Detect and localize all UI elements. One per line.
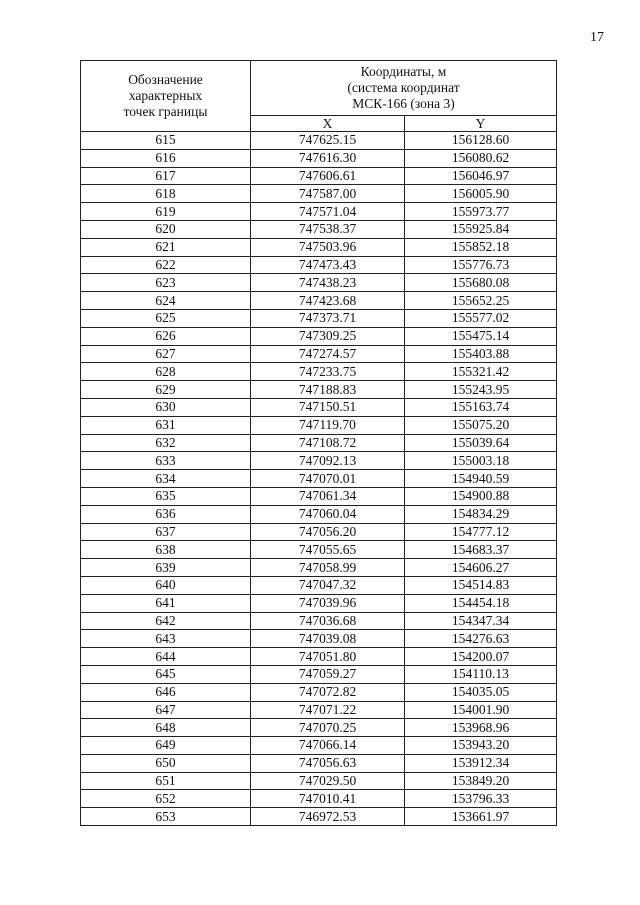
x-coordinate-cell: 746972.53 bbox=[251, 808, 405, 826]
point-cell: 645 bbox=[81, 665, 251, 683]
y-coordinate-cell: 154606.27 bbox=[405, 559, 557, 577]
table-row bbox=[81, 737, 557, 755]
y-coordinate-cell: 155852.18 bbox=[405, 238, 557, 256]
point-cell: 621 bbox=[81, 238, 251, 256]
point-cell: 615 bbox=[81, 132, 251, 150]
table-row bbox=[81, 808, 557, 826]
point-cell: 629 bbox=[81, 381, 251, 399]
x-coordinate-cell: 747060.04 bbox=[251, 505, 405, 523]
table-row bbox=[81, 648, 557, 666]
table-row bbox=[81, 630, 557, 648]
point-cell: 642 bbox=[81, 612, 251, 630]
coordinates-column-header-label: Координаты, м (система координат МСК-166 (зона 3) bbox=[347, 64, 460, 112]
y-coordinate-cell: 154834.29 bbox=[405, 505, 557, 523]
y-coordinate-cell: 153912.34 bbox=[405, 754, 557, 772]
x-coordinate-cell: 747056.20 bbox=[251, 523, 405, 541]
point-cell: 641 bbox=[81, 594, 251, 612]
x-coordinate-cell: 747274.57 bbox=[251, 345, 405, 363]
table-row bbox=[81, 398, 557, 416]
y-coordinate-cell: 153661.97 bbox=[405, 808, 557, 826]
point-cell: 633 bbox=[81, 452, 251, 470]
point-cell: 646 bbox=[81, 683, 251, 701]
x-coordinate-cell: 747070.01 bbox=[251, 470, 405, 488]
table-row bbox=[81, 256, 557, 274]
table-row bbox=[81, 132, 557, 150]
x-coordinate-cell: 747039.96 bbox=[251, 594, 405, 612]
table-row bbox=[81, 576, 557, 594]
y-coordinate-cell: 155652.25 bbox=[405, 292, 557, 310]
y-coordinate-cell: 155577.02 bbox=[405, 309, 557, 327]
y-coordinate-cell: 154200.07 bbox=[405, 648, 557, 666]
x-coordinate-cell: 747616.30 bbox=[251, 149, 405, 167]
point-cell: 625 bbox=[81, 309, 251, 327]
point-cell: 619 bbox=[81, 203, 251, 221]
table-row bbox=[81, 594, 557, 612]
point-cell: 637 bbox=[81, 523, 251, 541]
point-cell: 634 bbox=[81, 470, 251, 488]
y-coordinate-cell: 153968.96 bbox=[405, 719, 557, 737]
x-coordinate-cell: 747036.68 bbox=[251, 612, 405, 630]
table-row bbox=[81, 701, 557, 719]
point-cell: 626 bbox=[81, 327, 251, 345]
point-cell: 649 bbox=[81, 737, 251, 755]
point-cell: 644 bbox=[81, 648, 251, 666]
y-coordinate-cell: 154940.59 bbox=[405, 470, 557, 488]
x-coordinate-cell: 747029.50 bbox=[251, 772, 405, 790]
table-row bbox=[81, 416, 557, 434]
table-row bbox=[81, 149, 557, 167]
x-coordinate-cell: 747056.63 bbox=[251, 754, 405, 772]
table-row bbox=[81, 790, 557, 808]
x-coordinate-cell: 747047.32 bbox=[251, 576, 405, 594]
coordinates-column-header bbox=[251, 61, 557, 116]
table-row bbox=[81, 274, 557, 292]
y-coordinate-cell: 155075.20 bbox=[405, 416, 557, 434]
x-coordinate-cell: 747503.96 bbox=[251, 238, 405, 256]
table-row bbox=[81, 559, 557, 577]
point-cell: 620 bbox=[81, 220, 251, 238]
y-coordinate-cell: 154276.63 bbox=[405, 630, 557, 648]
point-cell: 653 bbox=[81, 808, 251, 826]
x-coordinate-cell: 747473.43 bbox=[251, 256, 405, 274]
x-coordinate-cell: 747039.08 bbox=[251, 630, 405, 648]
y-coordinate-cell: 154900.88 bbox=[405, 487, 557, 505]
point-cell: 639 bbox=[81, 559, 251, 577]
point-cell: 632 bbox=[81, 434, 251, 452]
point-cell: 635 bbox=[81, 487, 251, 505]
coordinates-table bbox=[80, 60, 557, 826]
table-row bbox=[81, 327, 557, 345]
x-coordinate-cell: 747072.82 bbox=[251, 683, 405, 701]
table-row bbox=[81, 238, 557, 256]
point-cell: 640 bbox=[81, 576, 251, 594]
page-number: 17 bbox=[590, 30, 604, 45]
x-coordinate-cell: 747108.72 bbox=[251, 434, 405, 452]
x-coordinate-cell: 747571.04 bbox=[251, 203, 405, 221]
x-coordinate-cell: 747061.34 bbox=[251, 487, 405, 505]
table-row bbox=[81, 541, 557, 559]
point-cell: 624 bbox=[81, 292, 251, 310]
x-coordinate-cell: 747150.51 bbox=[251, 398, 405, 416]
table-row bbox=[81, 167, 557, 185]
y-column-header: Y bbox=[405, 116, 557, 132]
x-coordinate-cell: 747051.80 bbox=[251, 648, 405, 666]
y-coordinate-cell: 154683.37 bbox=[405, 541, 557, 559]
x-coordinate-cell: 747119.70 bbox=[251, 416, 405, 434]
table-row bbox=[81, 220, 557, 238]
y-coordinate-cell: 155925.84 bbox=[405, 220, 557, 238]
y-coordinate-cell: 155475.14 bbox=[405, 327, 557, 345]
x-coordinate-cell: 747188.83 bbox=[251, 381, 405, 399]
y-coordinate-cell: 156128.60 bbox=[405, 132, 557, 150]
table-row bbox=[81, 505, 557, 523]
point-cell: 627 bbox=[81, 345, 251, 363]
table-row bbox=[81, 772, 557, 790]
y-coordinate-cell: 154110.13 bbox=[405, 665, 557, 683]
x-coordinate-cell: 747055.65 bbox=[251, 541, 405, 559]
point-cell: 617 bbox=[81, 167, 251, 185]
point-cell: 643 bbox=[81, 630, 251, 648]
point-cell: 636 bbox=[81, 505, 251, 523]
x-coordinate-cell: 747373.71 bbox=[251, 309, 405, 327]
point-cell: 622 bbox=[81, 256, 251, 274]
point-cell: 616 bbox=[81, 149, 251, 167]
table-row bbox=[81, 185, 557, 203]
y-coordinate-cell: 154777.12 bbox=[405, 523, 557, 541]
x-coordinate-cell: 747538.37 bbox=[251, 220, 405, 238]
x-coordinate-cell: 747070.25 bbox=[251, 719, 405, 737]
point-cell: 647 bbox=[81, 701, 251, 719]
y-coordinate-cell: 154454.18 bbox=[405, 594, 557, 612]
x-coordinate-cell: 747066.14 bbox=[251, 737, 405, 755]
point-column-header bbox=[81, 61, 251, 132]
table-row bbox=[81, 345, 557, 363]
x-coordinate-cell: 747010.41 bbox=[251, 790, 405, 808]
y-coordinate-cell: 153849.20 bbox=[405, 772, 557, 790]
y-coordinate-cell: 153796.33 bbox=[405, 790, 557, 808]
table-row bbox=[81, 203, 557, 221]
table-row bbox=[81, 452, 557, 470]
x-coordinate-cell: 747233.75 bbox=[251, 363, 405, 381]
y-coordinate-cell: 155776.73 bbox=[405, 256, 557, 274]
y-coordinate-cell: 155973.77 bbox=[405, 203, 557, 221]
table-row bbox=[81, 292, 557, 310]
y-coordinate-cell: 153943.20 bbox=[405, 737, 557, 755]
table-row bbox=[81, 487, 557, 505]
y-coordinate-cell: 155003.18 bbox=[405, 452, 557, 470]
x-coordinate-cell: 747059.27 bbox=[251, 665, 405, 683]
point-cell: 652 bbox=[81, 790, 251, 808]
y-coordinate-cell: 154001.90 bbox=[405, 701, 557, 719]
point-cell: 628 bbox=[81, 363, 251, 381]
x-coordinate-cell: 747071.22 bbox=[251, 701, 405, 719]
x-coordinate-cell: 747423.68 bbox=[251, 292, 405, 310]
table-header bbox=[81, 61, 557, 132]
table-row bbox=[81, 363, 557, 381]
y-coordinate-cell: 155321.42 bbox=[405, 363, 557, 381]
table-row bbox=[81, 381, 557, 399]
y-coordinate-cell: 155680.08 bbox=[405, 274, 557, 292]
x-coordinate-cell: 747625.15 bbox=[251, 132, 405, 150]
x-coordinate-cell: 747309.25 bbox=[251, 327, 405, 345]
x-coordinate-cell: 747092.13 bbox=[251, 452, 405, 470]
y-coordinate-cell: 154035.05 bbox=[405, 683, 557, 701]
table-row bbox=[81, 665, 557, 683]
point-cell: 631 bbox=[81, 416, 251, 434]
y-coordinate-cell: 156005.90 bbox=[405, 185, 557, 203]
point-cell: 650 bbox=[81, 754, 251, 772]
y-coordinate-cell: 155403.88 bbox=[405, 345, 557, 363]
point-cell: 648 bbox=[81, 719, 251, 737]
y-coordinate-cell: 155039.64 bbox=[405, 434, 557, 452]
point-cell: 618 bbox=[81, 185, 251, 203]
point-cell: 651 bbox=[81, 772, 251, 790]
y-coordinate-cell: 155243.95 bbox=[405, 381, 557, 399]
table-row bbox=[81, 523, 557, 541]
x-column-header: X bbox=[251, 116, 405, 132]
point-column-header-label: Обозначение характерных точек границы bbox=[123, 72, 208, 119]
y-coordinate-cell: 154514.83 bbox=[405, 576, 557, 594]
point-cell: 630 bbox=[81, 398, 251, 416]
x-coordinate-cell: 747587.00 bbox=[251, 185, 405, 203]
table-body bbox=[81, 132, 557, 826]
y-coordinate-cell: 154347.34 bbox=[405, 612, 557, 630]
y-coordinate-cell: 155163.74 bbox=[405, 398, 557, 416]
table-row bbox=[81, 434, 557, 452]
x-coordinate-cell: 747438.23 bbox=[251, 274, 405, 292]
table-row bbox=[81, 309, 557, 327]
table-row bbox=[81, 612, 557, 630]
point-cell: 638 bbox=[81, 541, 251, 559]
table-row bbox=[81, 719, 557, 737]
y-coordinate-cell: 156080.62 bbox=[405, 149, 557, 167]
table-row bbox=[81, 754, 557, 772]
point-cell: 623 bbox=[81, 274, 251, 292]
x-coordinate-cell: 747606.61 bbox=[251, 167, 405, 185]
table-row bbox=[81, 470, 557, 488]
table-row bbox=[81, 683, 557, 701]
x-coordinate-cell: 747058.99 bbox=[251, 559, 405, 577]
y-coordinate-cell: 156046.97 bbox=[405, 167, 557, 185]
